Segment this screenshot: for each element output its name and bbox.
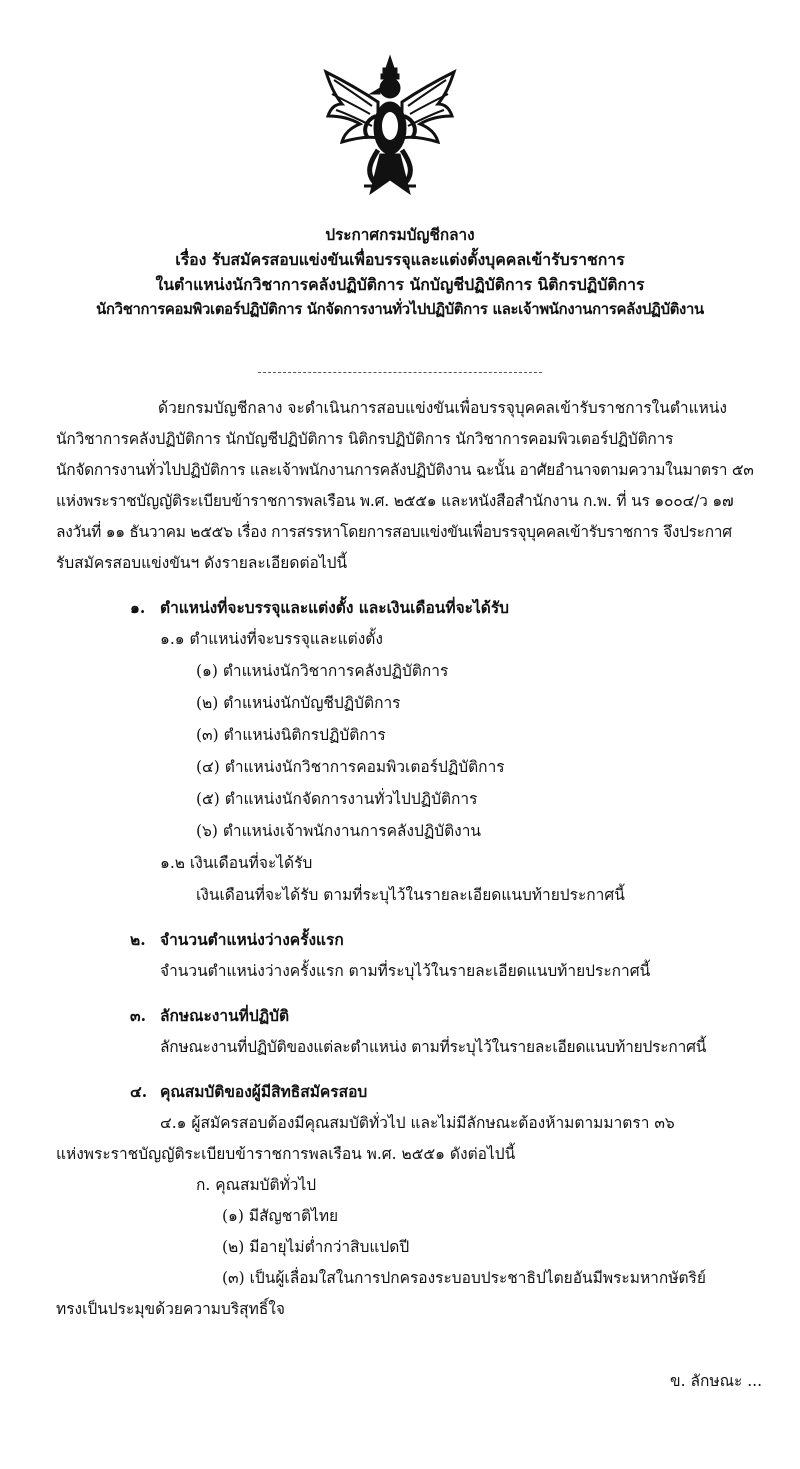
qualification-item: (๑) มีสัญชาติไทย — [222, 1207, 339, 1225]
qualification-item: (๓) เป็นผู้เลื่อมใสในการปกครองระบอบประชาธิปไตยอันมีพระมหากษัตริย์ — [222, 1269, 706, 1287]
section-4-number: ๔. — [130, 1082, 148, 1101]
section-4-1-line: แห่งพระราชบัญญัติระเบียบข้าราชการพลเรือน พ.ศ. ๒๕๕๑ ดังต่อไปนี้ — [56, 1145, 516, 1163]
subject-line-1: เรื่อง รับสมัครสอบแข่งขันเพื่อบรรจุและแต่งตั้งบุคคลเข้ารับราชการ — [175, 250, 625, 269]
general-qualifications-title: ก. คุณสมบัติทั่วไป — [196, 1176, 317, 1194]
section-3-title: ลักษณะงานที่ปฏิบัติ — [160, 1006, 290, 1025]
section-1-2-title: ๑.๒ เงินเดือนที่จะได้รับ — [160, 854, 313, 872]
section-2-number: ๒. — [130, 930, 146, 949]
section-4-title: คุณสมบัติของผู้มีสิทธิสมัครสอบ — [160, 1082, 368, 1101]
salary-text: เงินเดือนที่จะได้รับ ตามที่ระบุไว้ในรายละเอียดแนบท้ายประกาศนี้ — [196, 886, 625, 904]
intro-line: ด้วยกรมบัญชีกลาง จะดำเนินการสอบแข่งขันเพื่อบรรจุบุคคลเข้ารับราชการในตำแหน่ง — [158, 399, 727, 417]
page-continuation: ข. ลักษณะ ... — [670, 1372, 762, 1390]
qualification-item: (๒) มีอายุไม่ต่ำกว่าสิบแปดปี — [222, 1238, 410, 1256]
intro-line: รับสมัครสอบแข่งขันฯ ดังรายละเอียดต่อไปนี้ — [56, 554, 348, 572]
section-4-1-line: ๔.๑ ผู้สมัครสอบต้องมีคุณสมบัติทั่วไป และไม่มีลักษณะต้องห้ามตามมาตรา ๓๖ — [160, 1114, 675, 1132]
section-2-title: จำนวนตำแหน่งว่างครั้งแรก — [160, 930, 344, 949]
position-item: (๔) ตำแหน่งนักวิชาการคอมพิวเตอร์ปฏิบัติการ — [196, 758, 505, 776]
intro-line: แห่งพระราชบัญญัติระเบียบข้าราชการพลเรือน พ.ศ. ๒๕๕๑ และหนังสือสำนักงาน ก.พ. ที่ นร ๑๐๐๔/ว ๑๗ — [56, 492, 734, 510]
section-1-number: ๑. — [130, 598, 146, 617]
header-divider — [258, 372, 542, 373]
position-item: (๑) ตำแหน่งนักวิชาการคลังปฏิบัติการ — [196, 662, 449, 680]
position-item: (๖) ตำแหน่งเจ้าพนักงานการคลังปฏิบัติงาน — [196, 822, 482, 840]
intro-line: นักวิชาการคลังปฏิบัติการ นักบัญชีปฏิบัติการ นิติกรปฏิบัติการ นักวิชาการคอมพิวเตอร์ปฏิบัติการ — [56, 430, 674, 448]
subject-line-3: นักวิชาการคอมพิวเตอร์ปฏิบัติการ นักจัดการงานทั่วไปปฏิบัติการ และเจ้าพนักงานการคลังปฏิบัติงาน — [96, 300, 704, 318]
intro-line: ลงวันที่ ๑๑ ธันวาคม ๒๕๕๖ เรื่อง การสรรหาโดยการสอบแข่งขันเพื่อบรรจุบุคคลเข้ารับราชการ จึงประกาศ — [56, 523, 732, 541]
section-3-number: ๓. — [130, 1006, 146, 1025]
announcement-header — [0, 222, 800, 322]
issuer-title: ประกาศกรมบัญชีกลาง — [325, 225, 475, 244]
section-2-text: จำนวนตำแหน่งว่างครั้งแรก ตามที่ระบุไว้ในรายละเอียดแนบท้ายประกาศนี้ — [160, 962, 651, 980]
section-1-title: ตำแหน่งที่จะบรรจุและแต่งตั้ง และเงินเดือนที่จะได้รับ — [160, 598, 509, 617]
section-3-text: ลักษณะงานที่ปฏิบัติของแต่ละตำแหน่ง ตามที่ระบุไว้ในรายละเอียดแนบท้ายประกาศนี้ — [160, 1038, 707, 1056]
position-item: (๓) ตำแหน่งนิติกรปฏิบัติการ — [196, 726, 386, 744]
subject-line-2: ในตำแหน่งนักวิชาการคลังปฏิบัติการ นักบัญชีปฏิบัติการ นิติกรปฏิบัติการ — [155, 275, 645, 294]
garuda-emblem-icon — [320, 50, 460, 200]
intro-line: นักจัดการงานทั่วไปปฏิบัติการ และเจ้าพนักงานการคลังปฏิบัติงาน ฉะนั้น อาศัยอำนาจตามความในมาตรา ๕๓ — [56, 461, 754, 479]
position-item: (๒) ตำแหน่งนักบัญชีปฏิบัติการ — [196, 694, 401, 712]
qualification-item-continued: ทรงเป็นประมุขด้วยความบริสุทธิ์ใจ — [56, 1300, 285, 1318]
section-1-1-title: ๑.๑ ตำแหน่งที่จะบรรจุและแต่งตั้ง — [160, 630, 383, 648]
position-item: (๕) ตำแหน่งนักจัดการงานทั่วไปปฏิบัติการ — [196, 790, 478, 808]
